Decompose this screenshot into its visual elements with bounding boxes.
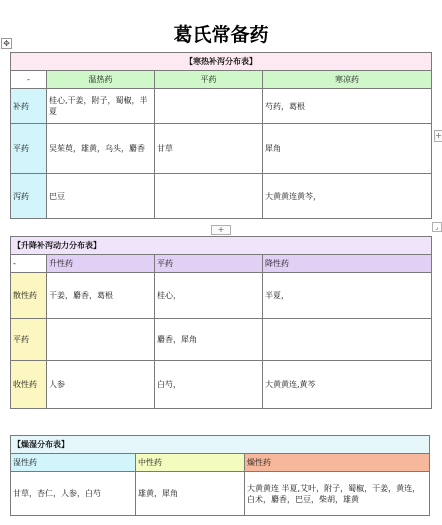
table-cell[interactable]: 巴豆 <box>47 174 155 219</box>
row-label: 散性药 <box>11 273 47 319</box>
table-cell[interactable]: 麝香，犀角 <box>155 319 263 361</box>
table-cell[interactable]: 吴茱萸，雄黄，乌头，麝香 <box>47 124 155 174</box>
ascend-descend-table <box>10 236 432 409</box>
dry-wet-table <box>10 435 430 516</box>
table-cell[interactable] <box>155 174 263 219</box>
row-label: 泻药 <box>11 174 47 219</box>
header-cell: 平药 <box>155 71 263 89</box>
cold-heat-table <box>10 52 432 219</box>
table-cell[interactable]: 甘草 <box>155 124 263 174</box>
header-cell: 中性药 <box>136 454 245 472</box>
header-cell: - <box>11 255 47 273</box>
header-cell: 寒凉药 <box>263 71 432 89</box>
row-label: 补药 <box>11 89 47 124</box>
page-title: 葛氏常备药 <box>173 24 269 46</box>
dry-wet-table-title: 【燥湿分布表】 <box>11 436 430 454</box>
cold-heat-table-title: 【寒热补泻分布表】 <box>11 53 432 71</box>
table-cell[interactable]: 大黄黄连,黄芩 <box>263 361 432 409</box>
header-cell: - <box>11 71 47 89</box>
table-cell[interactable] <box>155 89 263 124</box>
header-cell: 降性药 <box>263 255 432 273</box>
table-cell[interactable]: 大黄黄连黄芩， <box>263 174 432 219</box>
table-cell[interactable]: 犀角 <box>263 124 432 174</box>
table-cell[interactable] <box>263 319 432 361</box>
header-cell: 温热药 <box>47 71 155 89</box>
insert-column-button[interactable]: + <box>435 131 442 140</box>
table-resize-handle-icon[interactable]: ⌟ <box>432 222 442 232</box>
header-cell: 湿性药 <box>11 454 136 472</box>
table-cell[interactable] <box>47 319 155 361</box>
table-cell[interactable]: 干姜，麝香，葛根 <box>47 273 155 319</box>
row-label: 平药 <box>11 124 47 174</box>
table-cell[interactable]: 半夏， <box>263 273 432 319</box>
table-cell[interactable]: 雄黄，犀角 <box>136 472 245 516</box>
insert-row-button[interactable]: + <box>211 225 231 235</box>
table-move-handle-icon[interactable]: ✥ <box>1 38 12 49</box>
header-cell: 升性药 <box>47 255 155 273</box>
table-cell[interactable]: 芍药，葛根 <box>263 89 432 124</box>
table-cell[interactable]: 桂心,干姜，附子，蜀椒，半夏 <box>47 89 155 124</box>
table-cell[interactable]: 人参 <box>47 361 155 409</box>
table-cell[interactable]: 大黄黄连 半夏,艾叶，附子，蜀椒，干姜，黄连，白术，麝香，巴豆，柴胡，雄黄 <box>245 472 430 516</box>
table-cell[interactable]: 甘草，杏仁，人参，白芍 <box>11 472 136 516</box>
header-cell: 燥性药 <box>245 454 430 472</box>
row-label: 收性药 <box>11 361 47 409</box>
header-cell: 平药 <box>155 255 263 273</box>
ascend-descend-table-title: 【升降补泻动力分布表】 <box>11 237 432 255</box>
table-cell[interactable]: 桂心， <box>155 273 263 319</box>
row-label: 平药 <box>11 319 47 361</box>
table-cell[interactable]: 白芍， <box>155 361 263 409</box>
